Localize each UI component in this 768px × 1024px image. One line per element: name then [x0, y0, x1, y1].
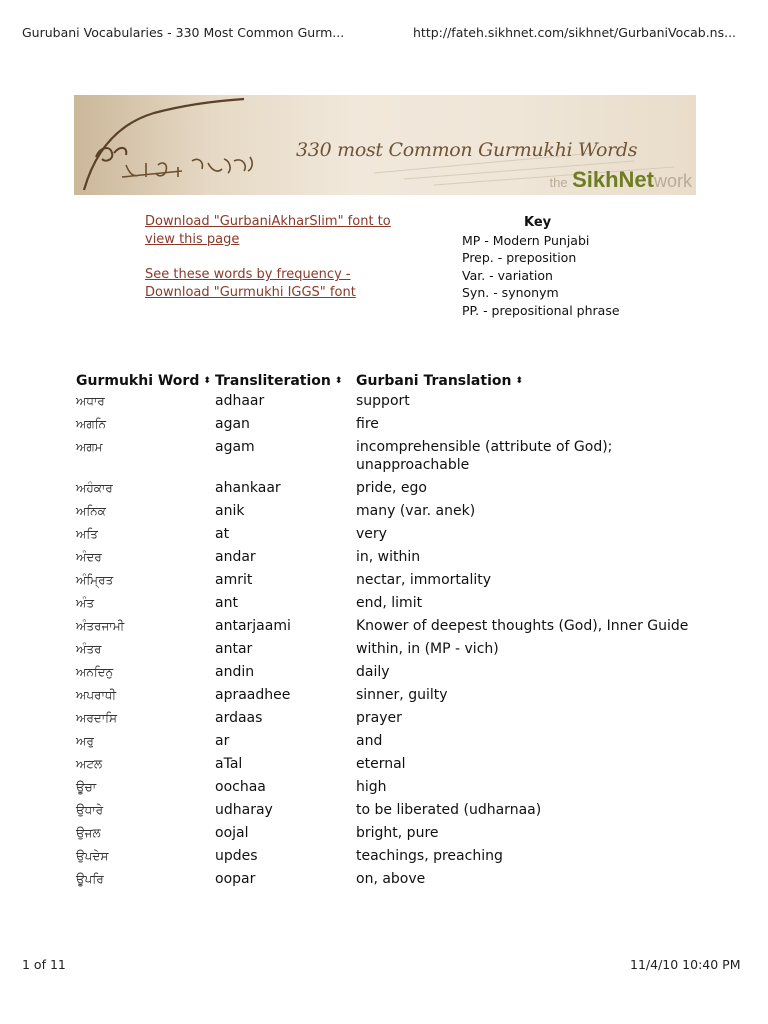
banner: [74, 95, 696, 195]
print-datetime: 11/4/10 10:40 PM: [630, 957, 741, 972]
translation-cell: many (var. anek): [356, 503, 476, 519]
table-row: [76, 591, 696, 614]
table-row: [76, 499, 696, 522]
translation-cell: fire: [356, 416, 379, 432]
sort-icon[interactable]: ⬍: [515, 376, 524, 386]
table-row: [76, 522, 696, 545]
gurmukhi-word-cell: ਅੰਦਰ: [76, 550, 102, 564]
translation-cell: Knower of deepest thoughts (God), Inner Guide: [356, 618, 689, 634]
key-title: Key: [524, 215, 552, 230]
key-item: MP - Modern Punjabi: [462, 232, 590, 248]
translation-cell: bright, pure: [356, 825, 439, 841]
column-header-translation[interactable]: Gurbani Translation ⬍: [356, 373, 524, 389]
gurmukhi-word-cell: ਅਨਿਕ: [76, 504, 106, 518]
transliteration-cell: andar: [215, 549, 256, 565]
table-row: [76, 729, 696, 752]
translation-cell: on, above: [356, 871, 426, 887]
sort-icon[interactable]: ⬍: [334, 376, 343, 386]
translation-cell: end, limit: [356, 595, 423, 611]
transliteration-cell: ant: [215, 595, 238, 611]
gurmukhi-word-cell: ਉਪਦੇਸ: [76, 849, 109, 863]
table-row: [76, 683, 696, 706]
transliteration-cell: apraadhee: [215, 687, 291, 703]
table-row: [76, 614, 696, 637]
key-item: Syn. - synonym: [462, 285, 559, 300]
translation-cell: eternal: [356, 756, 406, 772]
transliteration-cell: adhaar: [215, 393, 265, 409]
translation-cell: in, within: [356, 549, 421, 565]
table-row: [76, 435, 696, 476]
page-url[interactable]: http://fateh.sikhnet.com/sikhnet/GurbaniVocab.ns...: [413, 25, 737, 40]
gurmukhi-word-cell: ਅਟਲ: [76, 757, 103, 771]
transliteration-cell: udharay: [215, 802, 273, 818]
gurmukhi-word-cell: ਊਪਰਿ: [76, 872, 104, 886]
transliteration-cell: oochaa: [215, 779, 266, 795]
translation-cell: support: [356, 393, 410, 409]
translation-cell: teachings, preaching: [356, 848, 503, 864]
gurmukhi-word-cell: ਊਚਾ: [76, 780, 97, 794]
transliteration-cell: at: [215, 526, 230, 542]
transliteration-cell: anik: [215, 503, 245, 519]
translation-cell: prayer: [356, 710, 402, 726]
vocabulary-table: [76, 369, 696, 890]
gurmukhi-word-cell: ਅਗਨਿ: [76, 417, 107, 431]
table-row: [76, 545, 696, 568]
transliteration-cell: updes: [215, 848, 258, 864]
table-row: [76, 844, 696, 867]
gurmukhi-word-cell: ਅਧਾਰ: [76, 394, 105, 408]
transliteration-cell: andin: [215, 664, 255, 680]
gurmukhi-word-cell: ਅੰਤਰਜਾਮੀ: [76, 619, 125, 633]
translation-cell: to be liberated (udharnaa): [356, 802, 542, 818]
transliteration-cell: aTal: [215, 756, 243, 772]
translation-cell: sinner, guilty: [356, 687, 448, 703]
translation-cell: daily: [356, 664, 390, 680]
translation-cell: very: [356, 526, 387, 542]
table-row: [76, 412, 696, 435]
gurmukhi-word-cell: ਅਰਦਾਸਿ: [76, 711, 117, 725]
key-item: Var. - variation: [462, 267, 553, 283]
table-row: [76, 821, 696, 844]
frequency-link[interactable]: See these words by frequency - Download "Gurmukhi IGGS" font: [145, 267, 356, 300]
gurmukhi-word-cell: ਅੰਤਰ: [76, 642, 102, 656]
translation-cell: nectar, immortality: [356, 572, 492, 588]
gurmukhi-word-cell: ਅੰਤ: [76, 596, 95, 610]
download-font-link[interactable]: Download "GurbaniAkharSlim" font to view this page: [145, 214, 391, 247]
table-row: [76, 637, 696, 660]
gurmukhi-word-cell: ਉਜਲ: [76, 826, 101, 840]
document-title: Gurubani Vocabularies - 330 Most Common Gurm...: [22, 25, 345, 40]
transliteration-cell: oopar: [215, 871, 256, 887]
gurmukhi-word-cell: ਅਨਦਿਨੁ: [76, 665, 114, 679]
gurmukhi-word-cell: ਉਧਾਰੇ: [76, 803, 104, 817]
transliteration-cell: oojal: [215, 825, 249, 841]
table-row: [76, 476, 696, 499]
table-row: [76, 706, 696, 729]
page-number: 1 of 11: [22, 957, 66, 972]
transliteration-cell: ar: [215, 733, 230, 749]
transliteration-cell: ahankaar: [215, 480, 281, 496]
transliteration-cell: antar: [215, 641, 253, 657]
column-header-transliteration[interactable]: Transliteration ⬍: [215, 373, 343, 389]
table-row: [76, 568, 696, 591]
gurmukhi-word-cell: ਅਰੁ: [76, 734, 94, 748]
sort-icon[interactable]: ⬍: [203, 376, 211, 386]
transliteration-cell: amrit: [215, 572, 253, 588]
table-header-row: [76, 369, 696, 389]
table-row: [76, 775, 696, 798]
table-row: [76, 660, 696, 683]
translation-cell: within, in (MP - vich): [356, 641, 499, 657]
transliteration-cell: agan: [215, 416, 250, 432]
table-row: [76, 389, 696, 412]
transliteration-cell: agam: [215, 439, 255, 455]
transliteration-cell: ardaas: [215, 710, 263, 726]
sikhnet-logo: the SikhNetwork: [549, 167, 692, 192]
table-row: [76, 752, 696, 775]
gurmukhi-word-cell: ਅਪਰਾਧੀ: [76, 688, 117, 702]
key-item: PP. - prepositional phrase: [462, 302, 620, 318]
translation-cell: incomprehensible (attribute of God); unapproachable: [356, 439, 613, 473]
key-legend: [462, 214, 620, 319]
gurmukhi-word-cell: ਅਤਿ: [76, 527, 98, 541]
gurmukhi-word-cell: ਅਗਮ: [76, 440, 103, 454]
column-header-gurmukhi[interactable]: Gurmukhi Word ⬍: [76, 373, 211, 389]
key-item: Prep. - preposition: [462, 250, 577, 265]
banner-title: 330 most Common Gurmukhi Words: [296, 139, 638, 161]
translation-cell: high: [356, 779, 387, 795]
translation-cell: and: [356, 733, 383, 749]
transliteration-cell: antarjaami: [215, 618, 291, 634]
table-row: [76, 867, 696, 890]
table-body: [76, 389, 696, 890]
translation-cell: pride, ego: [356, 480, 427, 496]
table-row: [76, 798, 696, 821]
gurmukhi-word-cell: ਅਹੰਕਾਰ: [76, 481, 113, 495]
gurmukhi-word-cell: ਅੰਮ੍ਰਿਤ: [76, 573, 114, 587]
